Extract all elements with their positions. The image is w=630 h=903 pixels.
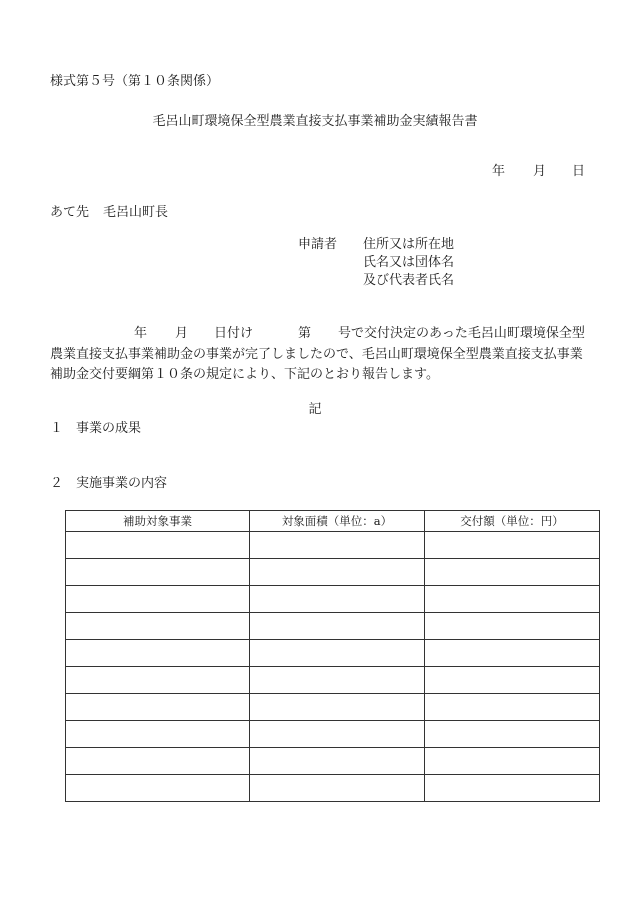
applicant-name-label: 氏名又は団体名 — [363, 255, 455, 270]
applicant-representative-label: 及び代表者氏名 — [363, 273, 455, 288]
section-1-heading: １ 事業の成果 — [50, 421, 142, 436]
body-date-label: 日付け — [214, 326, 254, 341]
body-line-3: 補助金交付要綱第１０条の規定により、下記のとおり報告します。 — [50, 367, 439, 382]
body-year-label: 年 — [134, 326, 148, 341]
form-number: 様式第５号（第１０条関係） — [50, 74, 220, 89]
cell-grant-amount[interactable] — [425, 532, 600, 559]
date-month-label: 月 — [533, 164, 547, 179]
table-row — [66, 667, 600, 694]
project-content-table — [65, 510, 600, 802]
table-row — [66, 748, 600, 775]
cell-target-area[interactable] — [250, 721, 425, 748]
table-row — [66, 559, 600, 586]
cell-target-area[interactable] — [250, 775, 425, 802]
table-row — [66, 775, 600, 802]
cell-target-area[interactable] — [250, 559, 425, 586]
table-row — [66, 721, 600, 748]
cell-grant-amount[interactable] — [425, 721, 600, 748]
cell-target-area[interactable] — [250, 667, 425, 694]
table-row — [66, 694, 600, 721]
body-line-2: 農業直接支払事業補助金の事業が完了しましたので、毛呂山町環境保全型農業直接支払事業 — [50, 347, 583, 362]
cell-target-area[interactable] — [250, 640, 425, 667]
ki-heading: 記 — [308, 402, 322, 417]
body-number-prefix: 第 — [298, 326, 312, 341]
header-target-area: 対象面積（単位：a） — [250, 511, 425, 532]
header-grant-amount: 交付額（単位：円） — [425, 511, 600, 532]
cell-grant-amount[interactable] — [425, 613, 600, 640]
date-day-label: 日 — [572, 164, 586, 179]
addressee-name: 毛呂山町長 — [103, 205, 169, 220]
cell-grant-amount[interactable] — [425, 640, 600, 667]
cell-target-area[interactable] — [250, 586, 425, 613]
cell-subsidy-project[interactable] — [66, 748, 250, 775]
cell-target-area[interactable] — [250, 532, 425, 559]
addressee-label: あて先 — [50, 205, 90, 220]
cell-subsidy-project[interactable] — [66, 721, 250, 748]
document-title: 毛呂山町環境保全型農業直接支払事業補助金実績報告書 — [152, 114, 478, 129]
cell-subsidy-project[interactable] — [66, 694, 250, 721]
cell-subsidy-project[interactable] — [66, 775, 250, 802]
cell-target-area[interactable] — [250, 694, 425, 721]
cell-subsidy-project[interactable] — [66, 532, 250, 559]
cell-subsidy-project[interactable] — [66, 640, 250, 667]
header-subsidy-project: 補助対象事業 — [66, 511, 250, 532]
cell-grant-amount[interactable] — [425, 694, 600, 721]
cell-grant-amount[interactable] — [425, 748, 600, 775]
cell-subsidy-project[interactable] — [66, 586, 250, 613]
cell-target-area[interactable] — [250, 748, 425, 775]
table-row — [66, 532, 600, 559]
table-header-row — [66, 511, 600, 532]
cell-grant-amount[interactable] — [425, 559, 600, 586]
date-year-label: 年 — [492, 164, 506, 179]
body-month-label: 月 — [175, 326, 189, 341]
body-line-1-text: 号で交付決定のあった毛呂山町環境保全型 — [338, 326, 585, 341]
applicant-address-label: 住所又は所在地 — [363, 237, 455, 252]
applicant-label: 申請者 — [298, 237, 338, 252]
table-row — [66, 640, 600, 667]
cell-subsidy-project[interactable] — [66, 667, 250, 694]
cell-target-area[interactable] — [250, 613, 425, 640]
section-2-heading: ２ 実施事業の内容 — [50, 476, 168, 491]
cell-grant-amount[interactable] — [425, 775, 600, 802]
table-row — [66, 613, 600, 640]
table-row — [66, 586, 600, 613]
cell-grant-amount[interactable] — [425, 586, 600, 613]
cell-subsidy-project[interactable] — [66, 559, 250, 586]
cell-grant-amount[interactable] — [425, 667, 600, 694]
cell-subsidy-project[interactable] — [66, 613, 250, 640]
